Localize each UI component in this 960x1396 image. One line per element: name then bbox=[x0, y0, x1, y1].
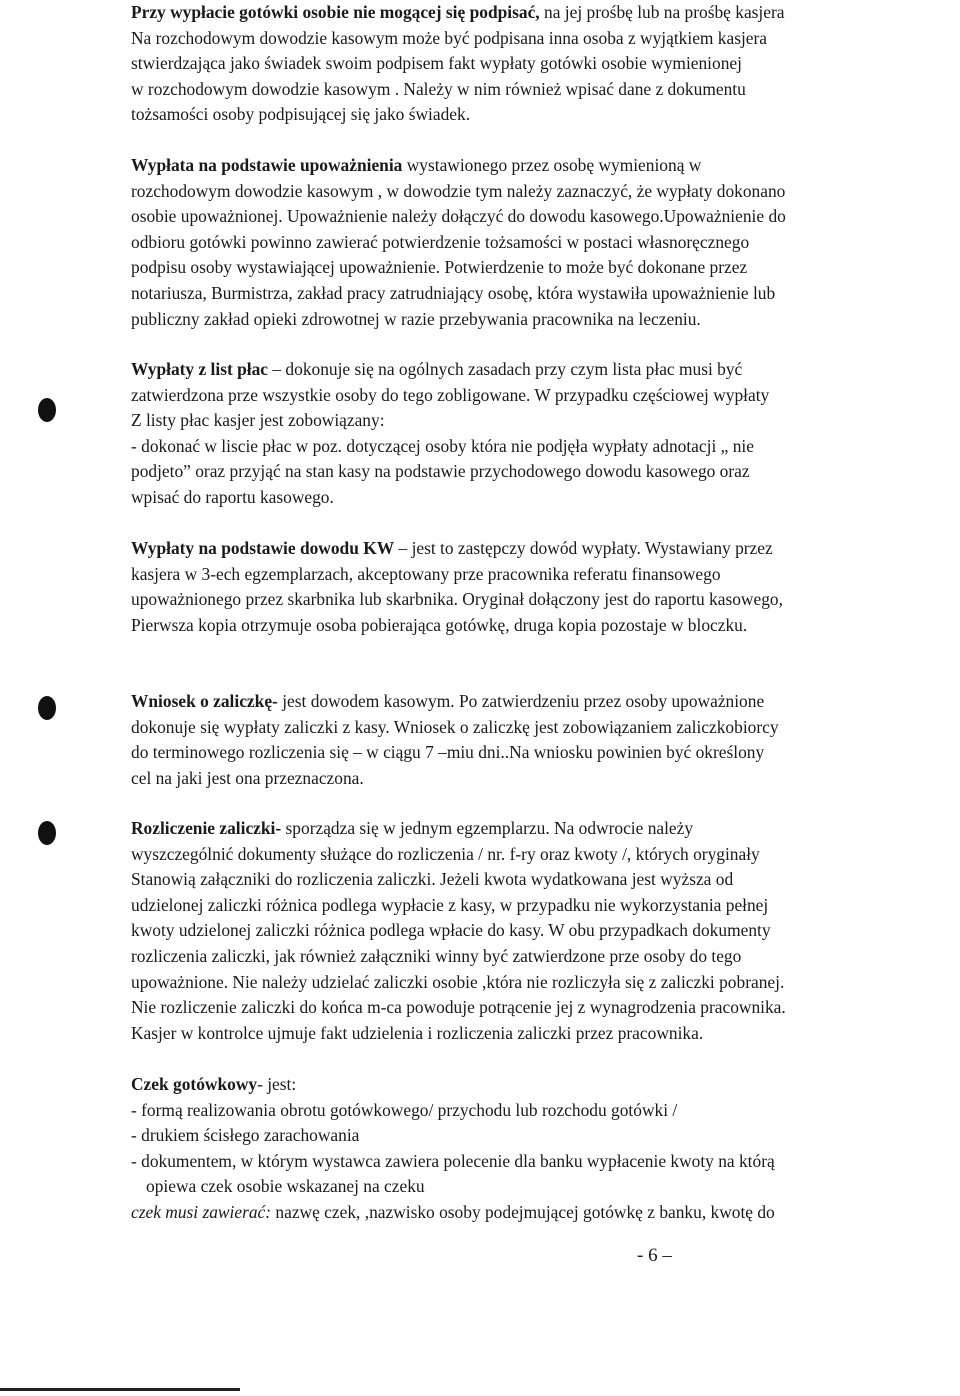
text-line: stwierdzająca jako świadek swoim podpisem fakt wypłaty gotówki osobie wymienionej bbox=[131, 53, 742, 74]
text-line: notariusza, Burmistrza, zakład pracy zatrudniający osobę, która wystawiła upoważnienie lub bbox=[131, 282, 776, 303]
section-payroll-payout bbox=[131, 357, 957, 511]
text-line: Wypłata na podstawie upoważnienia wystawionego przez osobę wymienioną w bbox=[131, 155, 702, 175]
section-heading: Wniosek o zaliczkę- bbox=[131, 691, 278, 711]
text-line: osobie upoważnionej. Upoważnienie należy dołączyć do dowodu kasowego.Upoważnienie do bbox=[131, 206, 786, 227]
text-line: upoważnione. Nie należy udzielać zaliczki osobie ,która nie rozliczyła się z zaliczki pobranej. bbox=[131, 971, 785, 992]
text-line: - drukiem ścisłego zarachowania bbox=[131, 1125, 360, 1146]
text-line: kwoty udzielonej zaliczki różnica podlega wpłacie do kasy. W obu przypadkach dokumenty bbox=[131, 920, 771, 941]
text-line: - formą realizowania obrotu gotówkowego/ przychodu lub rozchodu gotówki / bbox=[131, 1099, 678, 1120]
text-line: rozliczenia zaliczki, jak również załączniki winny być zatwierdzone prze osoby do tego bbox=[131, 945, 742, 966]
text-line: Rozliczenie zaliczki- sporządza się w jednym egzemplarzu. Na odwrocie należy bbox=[131, 818, 694, 838]
section-heading: Czek gotówkowy bbox=[131, 1074, 258, 1094]
section-heading: Rozliczenie zaliczki- bbox=[131, 818, 282, 838]
text-line: dokonuje się wypłaty zaliczki z kasy. Wniosek o zaliczkę jest zobowiązaniem zaliczkobiorcy bbox=[131, 716, 779, 737]
text-line: Czek gotówkowy- jest: bbox=[131, 1074, 297, 1094]
text-line: do terminowego rozliczenia się – w ciągu 7 –miu dni..Na wniosku powinien być określony bbox=[131, 742, 765, 763]
text-line: Pierwsza kopia otrzymuje osoba pobierająca gotówkę, druga kopia pozostaje w bloczku. bbox=[131, 614, 748, 635]
text-line: opiewa czek osobie wskazanej na czeku bbox=[146, 1176, 425, 1197]
text-line: Wypłaty na podstawie dowodu KW – jest to zastępczy dowód wypłaty. Wystawiany przez bbox=[131, 538, 773, 558]
section-heading: Wypłaty na podstawie dowodu KW bbox=[131, 538, 395, 558]
section-cash-cheque bbox=[131, 1072, 957, 1226]
binder-hole-mark bbox=[38, 398, 56, 422]
text-line: wyszczególnić dokumenty służące do rozliczenia / nr. f-ry oraz kwoty /, których oryginały bbox=[131, 843, 760, 864]
binder-hole-mark bbox=[38, 821, 56, 845]
text-line: Wypłaty z list płac – dokonuje się na ogólnych zasadach przy czym lista płac musi być bbox=[131, 359, 743, 379]
binder-hole-mark bbox=[38, 696, 56, 720]
text-line: Nie rozliczenie zaliczki do końca m-ca powoduje potrącenie jej z wynagrodzenia pracownika. bbox=[131, 997, 786, 1018]
text-line: odbioru gotówki powinno zawierać potwierdzenie tożsamości w postaci własnoręcznego bbox=[131, 231, 750, 252]
text-line: kasjera w 3-ech egzemplarzach, akceptowany prze pracownika referatu finansowego bbox=[131, 563, 721, 584]
text-line: rozchodowym dowodzie kasowym , w dowodzie tym należy zaznaczyć, że wypłaty dokonano bbox=[131, 180, 786, 201]
text-line: Wniosek o zaliczkę- jest dowodem kasowym. Po zatwierdzeniu przez osoby upoważnione bbox=[131, 691, 765, 711]
text-line: wpisać do raportu kasowego. bbox=[131, 486, 334, 507]
text-line: czek musi zawierać: nazwę czek, ,nazwisko osoby podejmującej gotówkę z banku, kwotę do bbox=[131, 1201, 775, 1222]
document-page bbox=[131, 0, 957, 1396]
section-signature-witness bbox=[131, 0, 957, 128]
text-line: Kasjer w kontrolce ujmuje fakt udzielenia i rozliczenia zaliczki przez pracownika. bbox=[131, 1022, 704, 1043]
text-line: tożsamości osoby podpisującej się jako świadek. bbox=[131, 104, 471, 125]
text-line: podpisu osoby wystawiającej upoważnienie. Potwierdzenie to może być dokonane przez bbox=[131, 257, 748, 278]
section-heading: Przy wypłacie gotówki osobie nie mogącej się podpisać, bbox=[131, 2, 540, 22]
text-line: Z listy płac kasjer jest zobowiązany: bbox=[131, 410, 385, 431]
text-line: zatwierdzona prze wszystkie osoby do tego zobligowane. W przypadku częściowej wypłaty bbox=[131, 384, 770, 405]
section-advance-request bbox=[131, 689, 957, 791]
page-number: - 6 – bbox=[637, 1245, 672, 1266]
section-heading: Wypłaty z list płac bbox=[131, 359, 269, 379]
section-advance-settlement bbox=[131, 816, 957, 1046]
text-line: cel na jaki jest ona przeznaczona. bbox=[131, 767, 364, 788]
italic-label: czek musi zawierać: bbox=[131, 1201, 272, 1222]
section-kw-document bbox=[131, 536, 957, 638]
text-line: w rozchodowym dowodzie kasowym . Należy w nim również wpisać dane z dokumentu bbox=[131, 78, 746, 99]
section-heading: Wypłata na podstawie upoważnienia bbox=[131, 155, 403, 175]
text-line: Stanowią załączniki do rozliczenia zaliczki. Jeżeli kwota wydatkowana jest wyższa od bbox=[131, 869, 734, 890]
text-line: publiczny zakład opieki zdrowotnej w razie przebywania pracownika na leczeniu. bbox=[131, 308, 701, 329]
text-line: Na rozchodowym dowodzie kasowym może być podpisana inna osoba z wyjątkiem kasjera bbox=[131, 27, 768, 48]
text-line: - dokonać w liscie płac w poz. dotyczącej osoby która nie podjęła wypłaty adnotacji „ nie bbox=[131, 435, 754, 456]
section-authorization-payout bbox=[131, 153, 957, 332]
text-line: - dokumentem, w którym wystawca zawiera polecenie dla banku wypłacenie kwoty na którą bbox=[131, 1150, 775, 1171]
text-line: udzielonej zaliczki różnica podlega wypłacie z kasy, w przypadku nie wykorzystania pełnej bbox=[131, 894, 769, 915]
text-line: Przy wypłacie gotówki osobie nie mogącej się podpisać, na jej prośbę lub na prośbę kasjera bbox=[131, 2, 785, 22]
text-line: upoważnionego przez skarbnika lub skarbnika. Oryginał dołączony jest do raportu kasowego, bbox=[131, 589, 783, 610]
scan-edge-line bbox=[0, 1388, 240, 1391]
text-line: podjeto” oraz przyjąć na stan kasy na podstawie przychodowego dowodu kasowego oraz bbox=[131, 461, 750, 482]
